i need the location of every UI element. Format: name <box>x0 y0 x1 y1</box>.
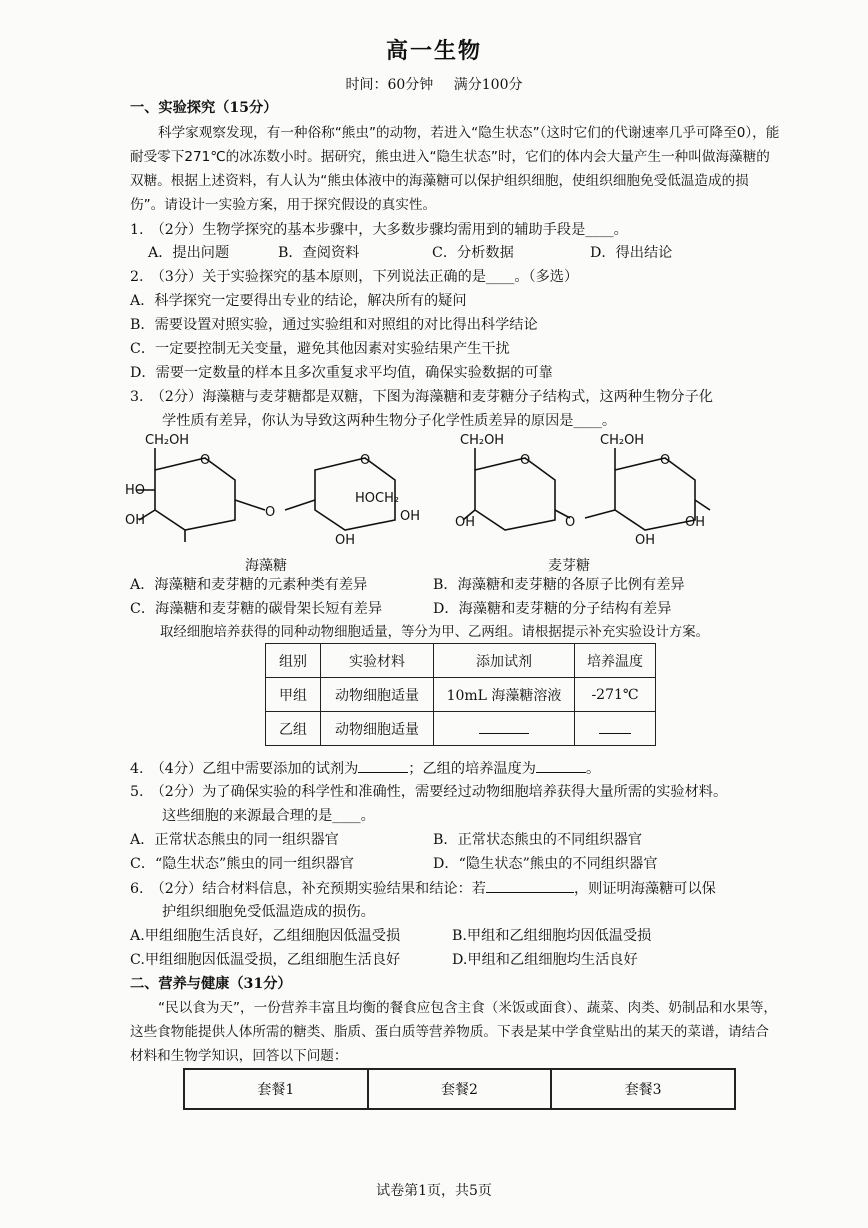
label-o-1: O <box>200 453 211 468</box>
q3-option-b: B．海藻糖和麦芽糖的各原子比例有差异 <box>433 577 685 593</box>
q3-option-a: A．海藻糖和麦芽糖的元素种类有差异 <box>130 577 368 593</box>
q5-option-b: B．正常状态熊虫的不同组织器官 <box>433 832 643 848</box>
q6-stem-line2: 护组织细胞免受低温造成的损伤。 <box>162 904 375 920</box>
q2-stem: 2. （3分）关于实验探究的基本原则，下列说法正确的是____。（多选） <box>130 269 579 285</box>
answer-blank <box>486 878 574 893</box>
section2-intro: “民以食为天”，一份营养丰富且均衡的餐食应包含主食（米饭或面食）、蔬菜、肉类、奶制品和水果等，这些食物能提供人体所需的糖类、脂质、蛋白质等营养物质。下表是某中学食堂贴出的某天的菜谱，请结合材料和生物学知识，回答以下问题： <box>130 1000 778 1064</box>
q1-option-d: D．得出结论 <box>590 245 673 261</box>
label-oh-5: OH <box>685 515 706 530</box>
q5-stem-line1: 5. （2分）为了确保实验的科学性和准确性，需要经过动物细胞培养获得大量所需的实验材料。 <box>130 784 728 800</box>
section1-intro: 科学家观察发现，有一种俗称“熊虫”的动物，若进入“隐生状态”（这时它们的代谢速率几乎可降至0），能耐受零下271℃的冰冻数小时。据研究，熊虫进入“隐生状态”时，它们的体内会大量产生一种叫做海藻糖的双糖。根据上述资料，有人认为“熊虫体液中的海藻糖可以保护组织细胞，使组织细胞免受低温造成的损伤”。请设计一实验方案，用于探究假设的真实性。 <box>130 125 780 213</box>
exam-info <box>0 74 868 94</box>
label-oh-4: OH <box>455 515 476 530</box>
label-ch2oh-3: CH₂OH <box>600 433 645 448</box>
section2-heading: 二、营养与健康（31分） <box>130 976 292 992</box>
cell-material: 动物细胞适量 <box>321 712 434 746</box>
label-ch2oh-1: CH₂OH <box>145 433 190 448</box>
q4-stem-a: 4. （4分）乙组中需要添加的试剂为 <box>130 761 359 777</box>
q3-option-c: C．海藻糖和麦芽糖的碳骨架长短有差异 <box>130 601 383 617</box>
label-oh-3: OH <box>335 533 356 548</box>
header-material: 实验材料 <box>321 644 434 678</box>
label-o-3: O <box>520 453 531 468</box>
cell-material: 动物细胞适量 <box>321 678 434 712</box>
label-o-2: O <box>360 453 371 468</box>
maltose-ring-left <box>475 458 555 530</box>
table-row <box>184 1069 735 1109</box>
q4-stem <box>130 758 600 779</box>
cell-group: 乙组 <box>266 712 321 746</box>
menu-set-2: 套餐2 <box>368 1069 552 1109</box>
label-hoch2: HOCH₂ <box>355 491 400 506</box>
section1-heading: 一、实验探究（15分） <box>130 100 278 116</box>
label-o-link-1: O <box>265 505 276 520</box>
menu-set-3: 套餐3 <box>551 1069 735 1109</box>
table-row <box>266 712 656 746</box>
answer-blank <box>599 719 631 734</box>
q2-option-c: C．一定要控制无关变量，避免其他因素对实验结果产生干扰 <box>130 341 510 357</box>
header-reagent: 添加试剂 <box>434 644 575 678</box>
q5-option-c: C．“隐生状态”熊虫的同一组织器官 <box>130 856 354 872</box>
q6-stem-line1 <box>130 878 716 899</box>
page-title: 高一生物 <box>385 38 482 64</box>
q4-stem-b: ；乙组的培养温度为 <box>408 761 536 777</box>
caption-maltose: 麦芽糖 <box>548 558 590 574</box>
q1-stem: 1. （2分）生物学探究的基本步骤中，大多数步骤均需用到的辅助手段是____。 <box>130 222 628 238</box>
maltose-ring-right <box>615 458 695 530</box>
label-oh-1: OH <box>125 513 146 528</box>
q1-option-c: C．分析数据 <box>432 245 514 261</box>
q6-option-c: C.甲组细胞因低温受损，乙组细胞生活良好 <box>130 952 401 968</box>
experiment-table <box>265 643 656 746</box>
caption-trehalose: 海藻糖 <box>245 558 287 574</box>
cell-reagent: 10mL 海藻糖溶液 <box>434 678 575 712</box>
exam-time: 时间：60分钟 <box>345 77 434 93</box>
menu-set-1: 套餐1 <box>184 1069 368 1109</box>
table-intro: 取经细胞培养获得的同种动物细胞适量，等分为甲、乙两组。请根据提示补充实验设计方案。 <box>160 625 710 640</box>
menu-table <box>183 1068 736 1110</box>
q1-option-b: B．查阅资料 <box>278 245 360 261</box>
cell-temperature-blank <box>575 712 656 746</box>
cell-group: 甲组 <box>266 678 321 712</box>
cell-temperature: -271℃ <box>575 678 656 712</box>
cell-reagent-blank <box>434 712 575 746</box>
q3-option-d: D．海藻糖和麦芽糖的分子结构有差异 <box>433 601 672 617</box>
header-temperature: 培养温度 <box>575 644 656 678</box>
label-o-4: O <box>660 453 671 468</box>
answer-blank <box>358 758 408 773</box>
table-header-row <box>266 644 656 678</box>
q1-option-a: A．提出问题 <box>148 245 230 261</box>
q2-option-b: B．需要设置对照实验，通过实验组和对照组的对比得出科学结论 <box>130 317 538 333</box>
header-group: 组别 <box>266 644 321 678</box>
q4-stem-c: 。 <box>585 761 601 777</box>
q2-option-d: D．需要一定数量的样本且多次重复求平均值，确保实验数据的可靠 <box>130 365 553 381</box>
page-footer: 试卷第1页，共5页 <box>376 1183 492 1199</box>
q5-option-a: A．正常状态熊虫的同一组织器官 <box>130 832 339 848</box>
exam-score: 满分100分 <box>453 77 523 93</box>
q5-option-d: D．“隐生状态”熊虫的不同组织器官 <box>433 856 658 872</box>
q6-stem-b: ，则证明海藻糖可以保 <box>573 881 716 897</box>
answer-blank <box>479 719 529 734</box>
q6-stem-a: 6. （2分）结合材料信息，补充预期实验结果和结论：若 <box>130 881 486 897</box>
q2-option-a: A．科学探究一定要得出专业的结论，解决所有的疑问 <box>130 293 467 309</box>
q6-option-a: A.甲组细胞生活良好，乙组细胞因低温受损 <box>130 928 401 944</box>
q3-stem-line2: 学性质有差异，你认为导致这两种生物分子化学性质差异的原因是____。 <box>162 413 617 429</box>
q6-option-d: D.甲组和乙组细胞均生活良好 <box>452 952 638 968</box>
trehalose-ring-left <box>155 458 235 530</box>
label-oh-6: OH <box>635 533 656 548</box>
table-row <box>266 678 656 712</box>
label-o-link-2: O <box>565 515 576 530</box>
q3-stem-line1: 3. （2分）海藻糖与麦芽糖都是双糖，下图为海藻糖和麦芽糖分子结构式，这两种生物分子化 <box>130 389 713 405</box>
label-ho-1: HO <box>125 483 146 498</box>
sugar-structure-diagram <box>125 430 725 555</box>
label-oh-2: OH <box>400 509 421 524</box>
q6-option-b: B.甲组和乙组细胞均因低温受损 <box>452 928 652 944</box>
q5-stem-line2: 这些细胞的来源最合理的是____。 <box>162 808 375 824</box>
label-ch2oh-2: CH₂OH <box>460 433 505 448</box>
answer-blank <box>536 758 586 773</box>
